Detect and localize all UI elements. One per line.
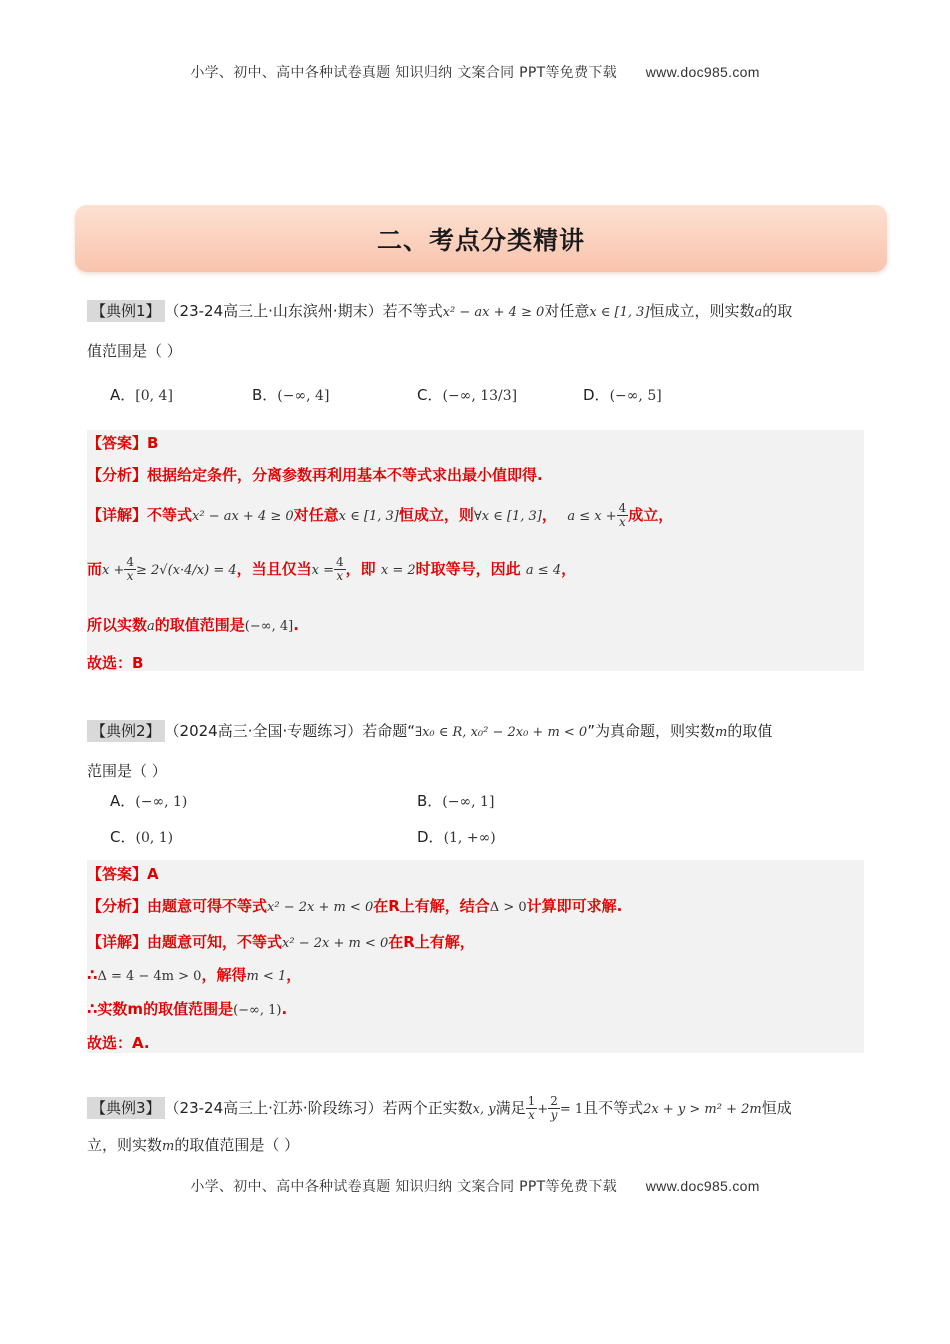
d2-frac2-d: x — [336, 569, 344, 583]
example-1-tag: 【典例1】 — [87, 300, 165, 322]
q3-pre: （23-24高三上·江苏·阶段练习）若两个正实数 — [164, 1099, 473, 1117]
ex2-option-a-value: (−∞, 1) — [135, 794, 188, 810]
d3-r3: . — [293, 616, 299, 634]
ex2-d2m2: m < 1 — [246, 969, 287, 984]
example-1-answer-box — [87, 430, 864, 671]
d2-q3: ，即 — [345, 560, 376, 578]
q2-post2: 的取值 — [727, 722, 773, 740]
q3-frac1-d: x — [528, 1108, 535, 1122]
q1-domain: x ∈ [1, 3] — [589, 305, 650, 320]
q3-vars: x, y — [472, 1102, 496, 1117]
ex1-option-c-value: (−∞, 13/3] — [442, 388, 518, 404]
ex1-option-a-label: A． — [110, 386, 136, 404]
ex2-option-a[interactable] — [110, 790, 187, 811]
d1-frac-n: 4 — [618, 501, 627, 515]
ex2-d3: ∴实数m的取值范围是 — [87, 1000, 234, 1018]
ex1-choice: 故选：B — [87, 654, 144, 672]
d1-m2: x ∈ [1, 3] — [338, 509, 399, 524]
d1-p4: ， — [541, 506, 557, 524]
q3-frac2-d: y — [550, 1108, 558, 1122]
ex1-option-d[interactable] — [583, 384, 662, 405]
ex1-answer: 【答案】B — [87, 434, 159, 452]
d1-m1: x² − ax + 4 ≥ 0 — [192, 509, 294, 524]
d1-p2: 对任意 — [293, 506, 339, 524]
ex1-option-b-value: (−∞, 4] — [277, 388, 330, 404]
q2-var: m — [715, 725, 728, 740]
page-header — [0, 62, 950, 82]
q3-frac1-n: 1 — [527, 1094, 536, 1108]
q3-line2b: 的取值范围是（ ） — [174, 1136, 300, 1154]
q2-line2: 范围是（ ） — [87, 762, 167, 780]
d1-frac — [617, 502, 629, 529]
q2-prop: ∃x₀ ∈ R, x₀² − 2x₀ + m < 0 — [415, 725, 588, 740]
q3-frac2 — [548, 1095, 560, 1122]
ex2-d2b: ，解得 — [201, 966, 247, 984]
q3-var: m — [162, 1139, 175, 1154]
q2-pre: （2024高三·全国·专题练习）若命题“ — [164, 722, 416, 740]
d1-frac-d: x — [619, 515, 626, 529]
ex2-a1: 【分析】由题意可得不等式 — [87, 897, 268, 915]
ex2-a1m: x² − 2x + m < 0 — [267, 900, 374, 915]
d1-p5: 成立， — [628, 506, 674, 524]
ex1-option-b[interactable] — [252, 384, 329, 405]
d2-frac2 — [334, 556, 346, 583]
example-3-tag: 【典例3】 — [87, 1097, 165, 1119]
ex2-option-a-label: A． — [110, 792, 136, 810]
d2-n4: x = 2 — [380, 563, 416, 578]
example-1-question — [87, 292, 867, 370]
ex2-a1m2: Δ > 0 — [489, 900, 527, 915]
d2-q5: ， — [561, 560, 577, 578]
ex2-option-c-label: C． — [110, 828, 136, 846]
q3-ineq: 2x + y > m² + 2m — [643, 1102, 762, 1117]
ex1-option-a[interactable] — [110, 384, 173, 405]
ex1-option-d-value: (−∞, 5] — [609, 388, 662, 404]
ex2-d3m: (−∞, 1) — [233, 1003, 282, 1018]
ex1-option-b-label: B． — [252, 386, 278, 404]
q3-t2: 满足 — [495, 1099, 526, 1117]
q2-post: ”为真命题，则实数 — [587, 722, 715, 740]
example-2-question — [87, 712, 867, 790]
ex2-choice: 故选：A. — [87, 1034, 150, 1052]
d3-rv: a — [147, 619, 155, 634]
q3-eq: = 1 — [559, 1102, 584, 1117]
ex2-d3b: . — [281, 1000, 288, 1018]
ex2-analysis — [87, 895, 622, 916]
ex2-detail-line3 — [87, 998, 287, 1019]
ex2-option-d[interactable] — [417, 826, 496, 847]
example-1-options — [0, 384, 950, 416]
ex1-detail-line2 — [87, 556, 576, 583]
d3-r2: 的取值范围是 — [154, 616, 245, 634]
ex2-detail-line2 — [87, 964, 301, 985]
example-3-question — [87, 1088, 867, 1162]
q1-source: （23-24高三上·山东滨州·期末）若不等式 — [164, 302, 443, 320]
q1-t4: 的取 — [762, 302, 793, 320]
ex2-a1b: 在R上有解，结合 — [373, 897, 490, 915]
ex2-d1: 【详解】由题意可知，不等式 — [87, 933, 283, 951]
footer-url[interactable]: www.doc985.com — [645, 1178, 760, 1194]
q3-t4: 恒成 — [761, 1099, 792, 1117]
d1-p3: 恒成立，则 — [398, 506, 474, 524]
example-2-options — [0, 790, 950, 850]
ex2-option-c-value: (0, 1) — [135, 830, 174, 846]
ex1-option-d-label: D． — [583, 386, 610, 404]
section-banner — [75, 205, 887, 272]
ex1-detail-line1 — [87, 502, 673, 529]
example-2-answer-box — [87, 860, 864, 1053]
ex1-option-c[interactable] — [417, 384, 517, 405]
q3-plus: + — [537, 1102, 549, 1117]
ex1-analysis: 【分析】根据给定条件，分离参数再利用基本不等式求出最小值即得. — [87, 466, 543, 484]
section-title: 二、考点分类精讲 — [376, 225, 585, 255]
ex2-d2: ∴ — [87, 966, 98, 984]
d2-n2: ≥ 2√(x·4/x) = 4 — [136, 563, 237, 578]
q1-line2: 值范围是（ ） — [87, 342, 182, 360]
example-2-tag: 【典例2】 — [87, 720, 165, 742]
ex2-option-c[interactable] — [110, 826, 173, 847]
q1-var: a — [754, 305, 763, 320]
q1-ineq: x² − ax + 4 ≥ 0 — [442, 305, 545, 320]
q1-t3: 恒成立，则实数 — [649, 302, 755, 320]
q1-t2: 对任意 — [544, 302, 590, 320]
d3-rm: (−∞, 4] — [244, 619, 294, 634]
ex2-option-b-label: B． — [417, 792, 443, 810]
d2-frac1-d: x — [126, 569, 134, 583]
d2-q2: ，当且仅当 — [236, 560, 312, 578]
footer-text: 小学、初中、高中各种试卷真题 知识归纳 文案合同 PPT等免费下载 — [190, 1179, 617, 1195]
ex2-option-b[interactable] — [417, 790, 494, 811]
d2-n5: a ≤ 4 — [525, 563, 562, 578]
d1-m4: a ≤ x + — [567, 509, 617, 524]
d2-n1: x + — [102, 563, 125, 578]
ex1-option-a-value: [0, 4] — [135, 388, 173, 404]
header-text: 小学、初中、高中各种试卷真题 知识归纳 文案合同 PPT等免费下载 — [190, 65, 617, 81]
d3-r1: 所以实数 — [87, 616, 148, 634]
d2-q4: 时取等号，因此 — [415, 560, 521, 578]
ex2-d1b: 在R上有解， — [388, 933, 475, 951]
d2-frac1-n: 4 — [126, 555, 135, 569]
ex2-a1c: 计算即可求解. — [526, 897, 623, 915]
ex2-option-b-value: (−∞, 1] — [442, 794, 495, 810]
header-url[interactable]: www.doc985.com — [645, 64, 760, 80]
ex2-option-d-value: (1, +∞) — [443, 830, 496, 846]
d2-frac2-n: 4 — [336, 555, 344, 569]
ex2-d2m: Δ = 4 − 4m > 0 — [97, 969, 202, 984]
q3-frac1 — [526, 1095, 538, 1122]
ex2-detail-line1 — [87, 931, 475, 952]
ex2-answer: 【答案】A — [87, 865, 159, 883]
page-footer — [0, 1176, 950, 1196]
q3-line2a: 立，则实数 — [87, 1136, 163, 1154]
d2-frac1 — [124, 556, 136, 583]
d1-m3: ∀x ∈ [1, 3] — [473, 509, 542, 524]
d2-q1: 而 — [87, 560, 103, 578]
d1-p1: 【详解】不等式 — [87, 506, 193, 524]
ex2-d1m: x² − 2x + m < 0 — [282, 936, 389, 951]
ex1-option-c-label: C． — [417, 386, 443, 404]
ex2-d2c: ， — [286, 966, 302, 984]
ex1-detail-line3 — [87, 614, 299, 635]
d2-n3: x = — [311, 563, 334, 578]
ex2-option-d-label: D． — [417, 828, 444, 846]
q3-t3: 且不等式 — [583, 1099, 644, 1117]
q3-frac2-n: 2 — [550, 1094, 558, 1108]
